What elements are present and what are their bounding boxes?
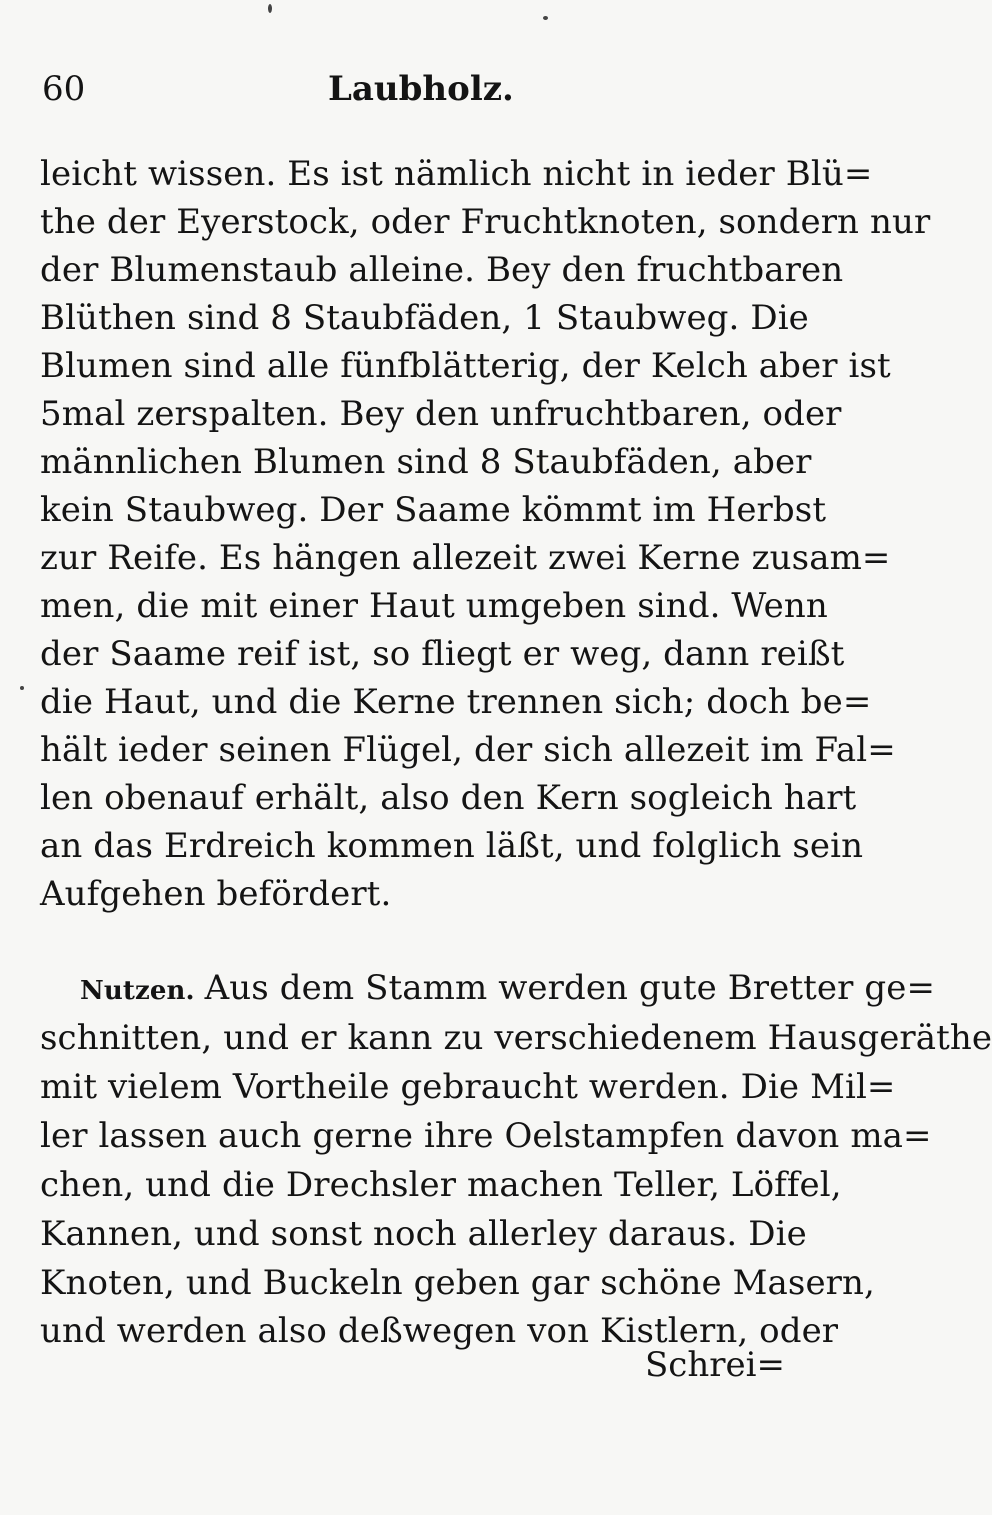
- text-line: leicht wissen. Es ist nämlich nicht in ieder Blü=: [40, 154, 873, 194]
- text-line: Kannen, und sonst noch allerley daraus. Die: [40, 1214, 807, 1254]
- text-line: the der Eyerstock, oder Fruchtknoten, sondern nur: [40, 202, 931, 242]
- text-line: die Haut, und die Kerne trennen sich; doch be=: [40, 682, 872, 722]
- text-line: zur Reife. Es hängen allezeit zwei Kerne zusam=: [40, 538, 891, 578]
- catchword: Schrei=: [645, 1345, 785, 1385]
- text-line-content: Aus dem Stamm werden gute Bretter ge=: [204, 968, 936, 1008]
- text-line: Blüthen sind 8 Staubfäden, 1 Staubweg. Die: [40, 298, 809, 338]
- text-line: hält ieder seinen Flügel, der sich allezeit im Fal=: [40, 730, 896, 770]
- text-line: der Blumenstaub alleine. Bey den fruchtbaren: [40, 250, 844, 290]
- text-line: kein Staubweg. Der Saame kömmt im Herbst: [40, 490, 827, 530]
- text-line: der Saame reif ist, so fliegt er weg, dann reißt: [40, 634, 845, 674]
- ink-speck: [20, 686, 24, 690]
- page-number: 60: [42, 69, 86, 109]
- text-line: chen, und die Drechsler machen Teller, Löffel,: [40, 1165, 842, 1205]
- text-line: ler lassen auch gerne ihre Oelstampfen davon ma=: [40, 1116, 932, 1156]
- text-line: schnitten, und er kann zu verschiedenem Hausgeräthe: [40, 1018, 992, 1058]
- text-line: an das Erdreich kommen läßt, und folglich sein: [40, 826, 864, 866]
- text-line: Knoten, und Buckeln geben gar schöne Masern,: [40, 1263, 875, 1303]
- text-line: männlichen Blumen sind 8 Staubfäden, aber: [40, 442, 812, 482]
- text-line: und werden also deßwegen von Kistlern, oder: [40, 1311, 839, 1351]
- ink-speck: [268, 4, 272, 13]
- text-line: 5mal zerspalten. Bey den unfruchtbaren, oder: [40, 394, 842, 434]
- running-title: Laubholz.: [328, 69, 514, 109]
- ink-speck: [543, 16, 548, 20]
- text-line: len obenauf erhält, also den Kern sogleich hart: [40, 778, 857, 818]
- text-line: men, die mit einer Haut umgeben sind. Wenn: [40, 586, 828, 626]
- text-line: Blumen sind alle fünfblätterig, der Kelch aber ist: [40, 346, 891, 386]
- text-line: Aufgehen befördert.: [40, 874, 392, 914]
- text-line-with-marginal: [80, 968, 936, 1008]
- marginal-label: Nutzen.: [80, 976, 195, 1006]
- text-line: mit vielem Vortheile gebraucht werden. Die Mil=: [40, 1067, 896, 1107]
